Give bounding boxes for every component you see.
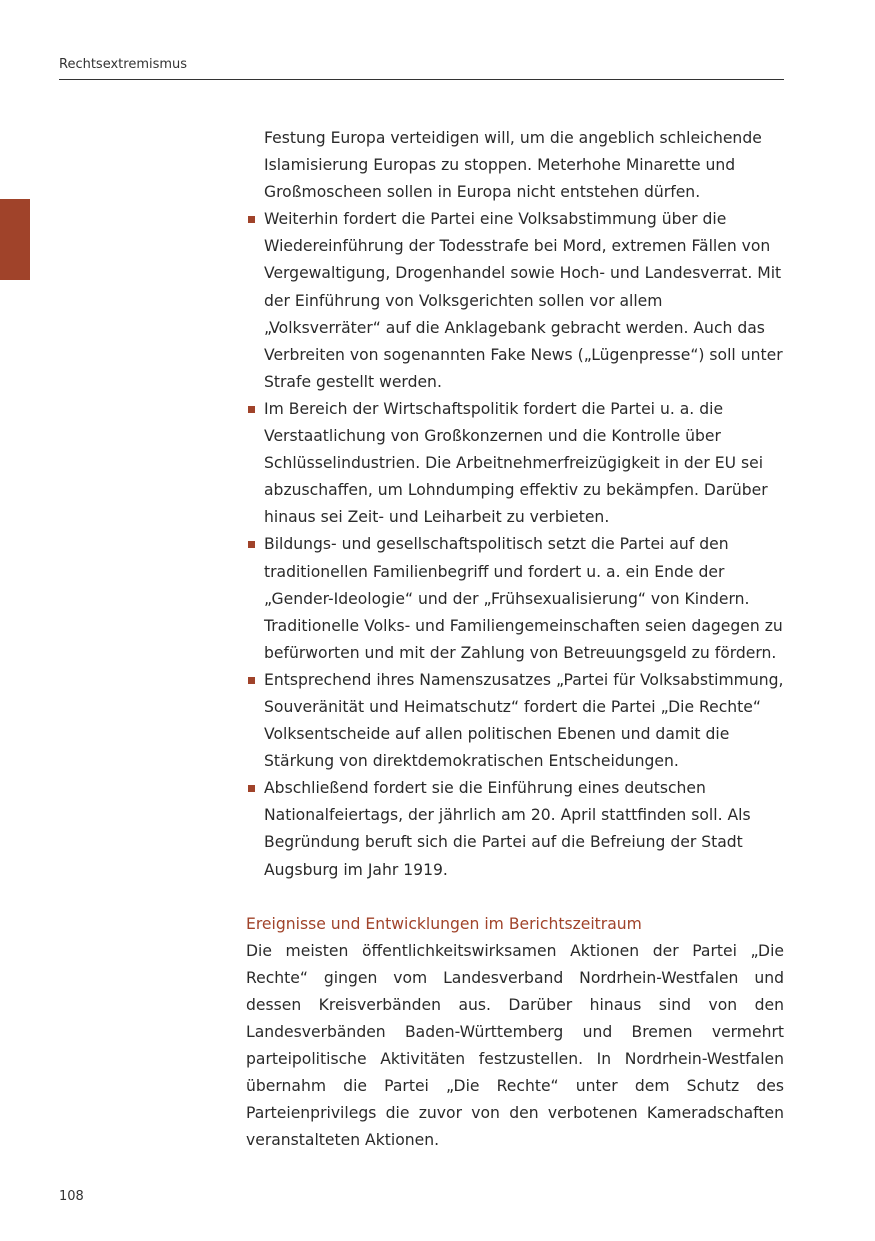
main-content: [246, 125, 784, 1154]
chapter-side-tab: [0, 199, 30, 280]
section-heading: Ereignisse und Entwicklungen im Berichtszeitraum: [246, 914, 642, 933]
bullet-text: Entsprechend ihres Namenszusatzes „Partei für Volksabstimmung, Souveränität und Heimatschutz“ fordert die Partei „Die Rechte“ Volksentscheide auf allen politischen Ebenen und damit die Stärkung von direktdemokratischen Entscheidungen.: [264, 670, 784, 771]
bullet-text: Festung Europa verteidigen will, um die angeblich schleichende Islamisierung Europas zu stoppen. Meterhohe Minarette und Großmoscheen sollen in Europa nicht entstehen dürfen.: [264, 129, 762, 202]
bullet-text: Weiterhin fordert die Partei eine Volksabstimmung über die Wiedereinführung der Todesstrafe bei Mord, extremen Fällen von Vergewaltigung, Drogenhandel sowie Hoch- und Landesverrat. Mit der Einführung von Volksgerichten sollen vor allem „Volksverräter“ auf die Anklagebank gebracht werden. Auch das Verbreiten von sogenannten Fake News („Lügenpresse“) soll unter Strafe gestellt werden.: [264, 210, 783, 391]
square-bullet-icon: [248, 541, 255, 548]
square-bullet-icon: [248, 406, 255, 413]
page-number: 108: [59, 1189, 84, 1204]
square-bullet-icon: [248, 785, 255, 792]
square-bullet-icon: [248, 677, 255, 684]
bullet-item-4: [246, 667, 784, 775]
running-title: Rechtsextremismus: [59, 57, 188, 72]
bullet-item-5: [246, 775, 784, 883]
bullet-text: Im Bereich der Wirtschaftspolitik fordert die Partei u. a. die Verstaatlichung von Großkonzernen und die Kontrolle über Schlüsselindustrien. Die Arbeitnehmerfreizügigkeit in der EU sei abzuschaffen, um Lohndumping effektiv zu bekämpfen. Darüber hinaus sei Zeit- und Leiharbeit zu verbieten.: [264, 399, 768, 527]
bullet-list: [246, 125, 784, 884]
square-bullet-icon: [248, 216, 255, 223]
bullet-item-2: [246, 396, 784, 531]
bullet-text: Abschließend fordert sie die Einführung eines deutschen Nationalfeiertags, der jährlich am 20. April stattfinden soll. Als Begründung beruft sich die Partei auf die Befreiung der Stadt Augsburg im Jahr 1919.: [264, 779, 751, 879]
bullet-item-continued: [246, 125, 784, 206]
bullet-text: Bildungs- und gesellschaftspolitisch setzt die Partei auf den traditionellen Familienbegriff und fordert u. a. ein Ende der „Gender-Ideologie“ und der „Frühsexualisierung“ von Kindern. Traditionelle Volks- und Familiengemeinschaften seien dagegen zu befürworten und mit der Zahlung von Betreuungsgeld zu fördern.: [264, 535, 783, 662]
bullet-item-1: [246, 206, 784, 396]
header-rule: [59, 79, 784, 80]
bullet-item-3: [246, 531, 784, 666]
section-paragraph: Die meisten öffentlichkeitswirksamen Aktionen der Partei „Die Rechte“ gingen vom Landesverband Nordrhein-Westfalen und dessen Kreisverbänden aus. Darüber hinaus sind von den Landesverbänden Baden-Württemberg und Bremen vermehrt parteipolitische Aktivitäten festzustellen. In Nordrhein-Westfalen übernahm die Partei „Die Rechte“ unter dem Schutz des Parteienprivilegs die zuvor von den verbotenen Kameradschaften veranstalteten Aktionen.: [246, 941, 784, 1150]
